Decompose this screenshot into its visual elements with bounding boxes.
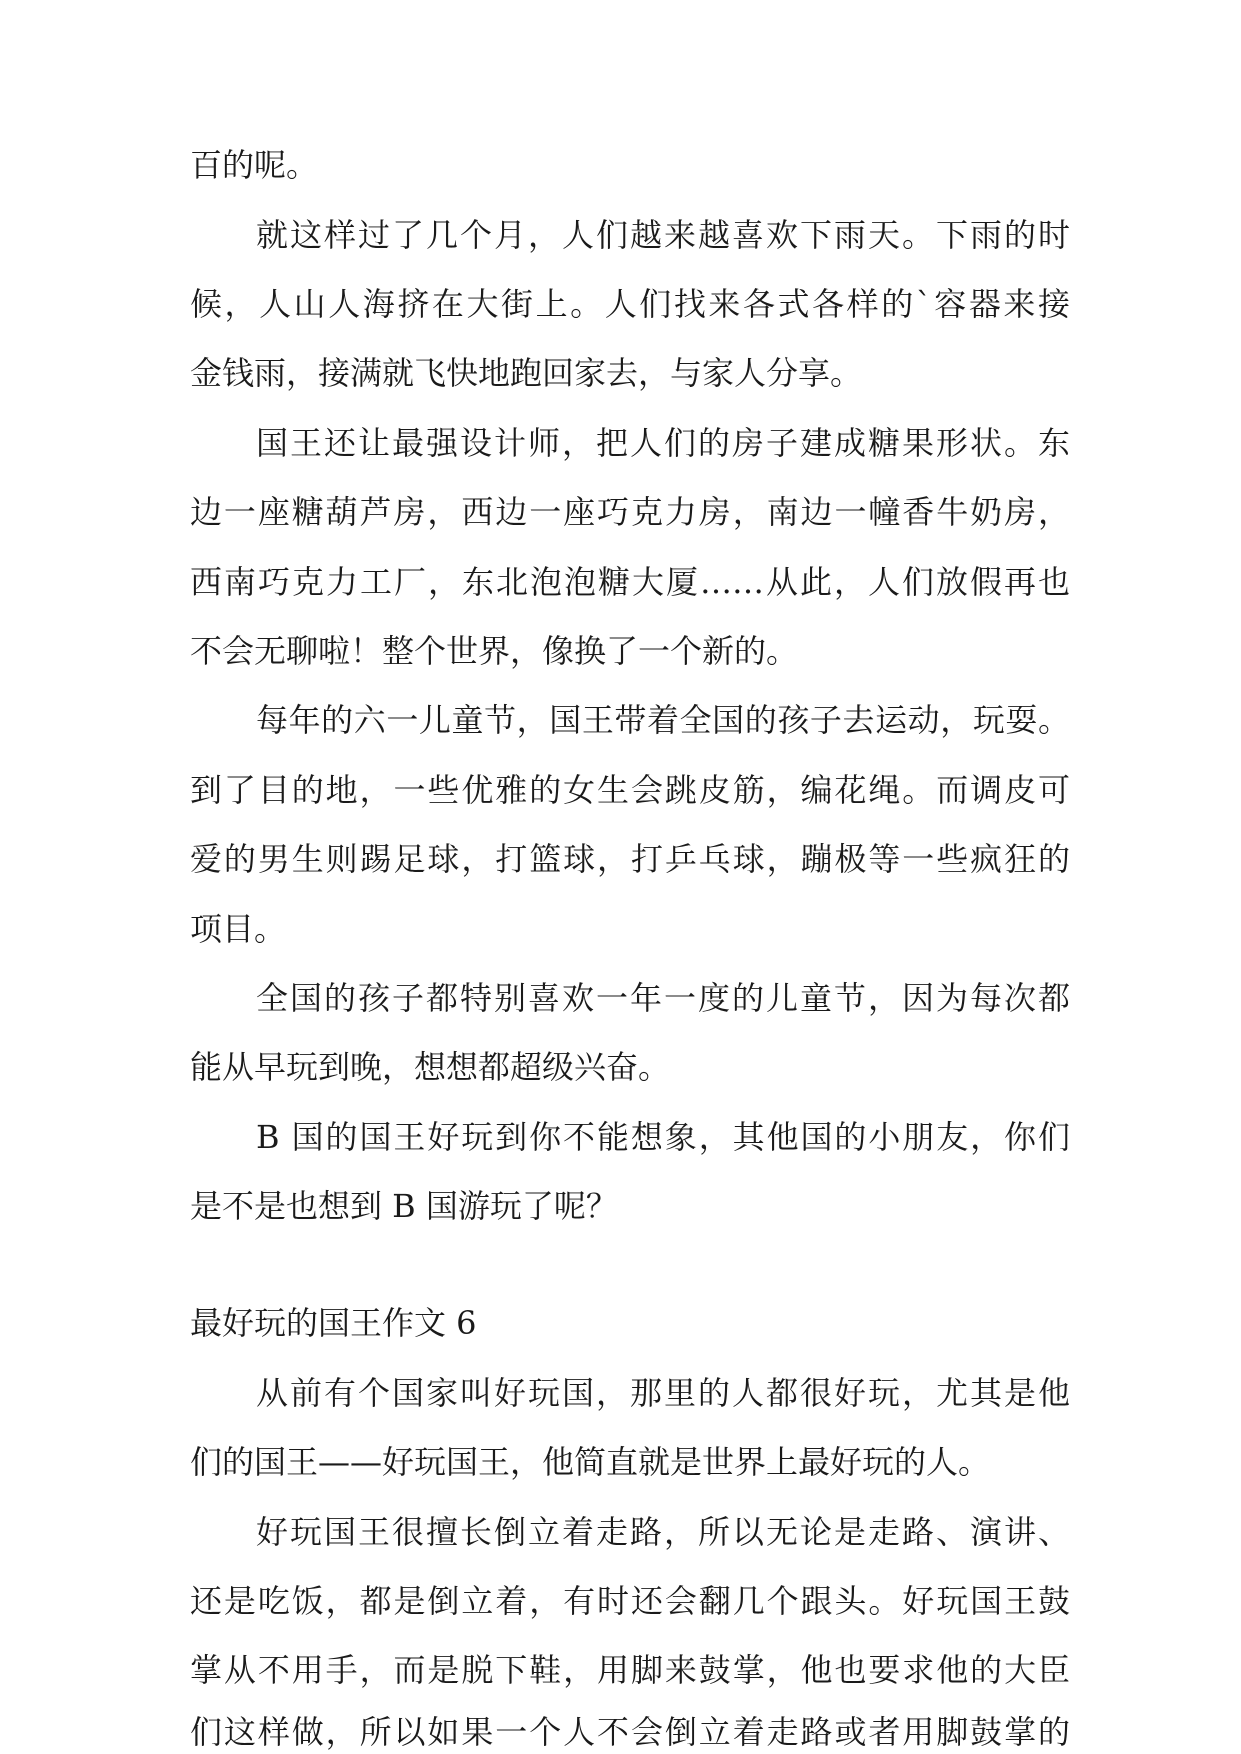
paragraph-line: 还是吃饭，都是倒立着，有时还会翻几个跟头。好玩国王鼓: [190, 1582, 1070, 1620]
paragraph-line: 项目。: [190, 910, 287, 948]
paragraph-line: 国王还让最强设计师，把人们的房子建成糖果形状。东: [256, 424, 1070, 462]
paragraph-line: 边一座糖葫芦房，西边一座巧克力房，南边一幢香牛奶房，: [190, 493, 1070, 531]
paragraph-line: 掌从不用手，而是脱下鞋，用脚来鼓掌，他也要求他的大臣: [190, 1651, 1070, 1689]
paragraph-line: B 国的国王好玩到你不能想象，其他国的小朋友，你们: [256, 1118, 1070, 1156]
paragraph-line: 每年的六一儿童节，国王带着全国的孩子去运动，玩耍。: [256, 701, 1070, 739]
paragraph-line: 候，人山人海挤在大街上。人们找来各式各样的`容器来接: [190, 285, 1070, 323]
paragraph-line: 全国的孩子都特别喜欢一年一度的儿童节，因为每次都: [256, 979, 1070, 1017]
paragraph-line: 爱的男生则踢足球，打篮球，打乒乓球，蹦极等一些疯狂的: [190, 840, 1070, 878]
paragraph-line: 西南巧克力工厂，东北泡泡糖大厦……从此，人们放假再也: [190, 563, 1070, 601]
section-heading: 最好玩的国王作文 6: [190, 1304, 477, 1342]
paragraph-line: 到了目的地，一些优雅的女生会跳皮筋，编花绳。而调皮可: [190, 771, 1070, 809]
paragraph-line: 们的国王——好玩国王，他简直就是世界上最好玩的人。: [190, 1443, 991, 1481]
paragraph-line: 是不是也想到 B 国游玩了呢？: [190, 1187, 618, 1225]
paragraph-line: 百的呢。: [190, 146, 319, 184]
paragraph-line: 不会无聊啦！整个世界，像换了一个新的。: [190, 632, 799, 670]
paragraph-line: 好玩国王很擅长倒立着走路，所以无论是走路、演讲、: [256, 1513, 1070, 1551]
paragraph-line: 从前有个国家叫好玩国，那里的人都很好玩，尤其是他: [256, 1374, 1070, 1412]
paragraph-line: 们这样做，所以如果一个人不会倒立着走路或者用脚鼓掌的: [190, 1713, 1070, 1751]
paragraph-line: 能从早玩到晚，想想都超级兴奋。: [190, 1048, 671, 1086]
paragraph-line: 就这样过了几个月，人们越来越喜欢下雨天。下雨的时: [256, 216, 1070, 254]
paragraph-line: 金钱雨，接满就飞快地跑回家去，与家人分享。: [190, 354, 863, 392]
